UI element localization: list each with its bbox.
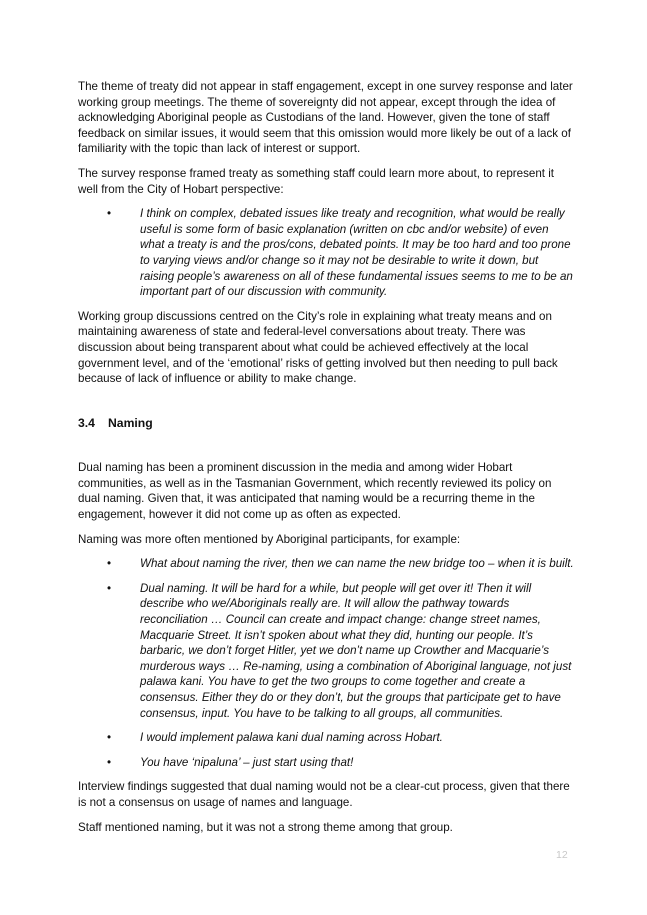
list-item <box>78 755 574 771</box>
quote-text: I think on complex, debated issues like treaty and recognition, what would be really useful is some form of basic explanation (written on cbc and/or website) of even what a treaty is and the pros/cons, debated points. It may be too hard and too prone to varying views and/or change so it may not be desirable to write it down, but raising people’s awareness on all of these fundamental issues seems to me to be an important part of our discussion with community. <box>140 207 573 299</box>
quote-text: I would implement palawa kani dual naming across Hobart. <box>140 731 443 745</box>
section-number: 3.4 <box>78 415 95 430</box>
bullet-icon: • <box>107 581 112 595</box>
bullet-icon: • <box>107 207 112 221</box>
list-item <box>78 730 574 746</box>
treaty-quote-list <box>78 206 574 300</box>
bullet-icon: • <box>107 557 112 571</box>
paragraph-survey-response: The survey response framed treaty as something staff could learn more about, to represent it well from the City of Hobart perspective: <box>78 166 555 196</box>
list-item <box>78 581 574 721</box>
paragraph-aboriginal-participants: Naming was more often mentioned by Aboriginal participants, for example: <box>78 532 461 546</box>
quote-text: What about naming the river, then we can name the new bridge too – when it is built. <box>140 557 574 571</box>
quote-text: You have ‘nipaluna’ – just start using that! <box>140 755 354 769</box>
paragraph-working-group: Working group discussions centred on the City’s role in explaining what treaty means and on maintaining awareness of state and federal-level conversations about treaty. There was discussion about being transparent about what could be achieved effectively at the local government level, and of the ‘emotional’ risks of getting involved but then needing to pull back because of lack of influence or ability to make change. <box>78 309 558 386</box>
paragraph-staff-naming: Staff mentioned naming, but it was not a strong theme among that group. <box>78 820 453 834</box>
page-number: 12 <box>556 849 568 861</box>
document-page <box>78 79 574 844</box>
paragraph-interview-findings: Interview findings suggested that dual naming would not be a clear-cut process, given that there is not a consensus on usage of names and language. <box>78 780 570 809</box>
section-heading <box>78 416 574 432</box>
paragraph-treaty-theme: The theme of treaty did not appear in staff engagement, except in one survey response and later working group meetings. The theme of sovereignty did not appear, except through the idea of acknowledging Aboriginal people as Custodians of the land. However, given the tone of staff feedback on similar issues, it would seem that this omission would more likely be out of a lack of familiarity with the topic than lack of interest or support. <box>78 80 573 156</box>
naming-quote-list <box>78 556 574 770</box>
paragraph-dual-naming: Dual naming has been a prominent discussion in the media and among wider Hobart communities, as well as in the Tasmanian Government, which recently reviewed its policy on dual naming. Given that, it was anticipated that naming would be a recurring theme in the engagement, however it did not come up as often as expected. <box>78 461 552 522</box>
bullet-icon: • <box>107 731 112 745</box>
section-title: Naming <box>108 415 153 430</box>
quote-text: Dual naming. It will be hard for a while, but people will get over it! Then it will describe who we/Aboriginals really are. It will allow the pathway towards reconciliation … Council can create and impact change: change street names, Macquarie Street. It isn’t spoken about what they did, hunting our people. It’s barbaric, we don’t forget Hitler, yet we don’t name up Crowther and Macquarie’s murderous ways … Re-naming, using a combination of Aboriginal language, not just palawa kani. You have to get the two groups to come together and create a consensus. Either they do or they don’t, but the groups that participate get to have consensus, input. You have to be talking to all groups, all communities. <box>140 581 572 720</box>
list-item <box>78 206 574 300</box>
list-item <box>78 556 574 572</box>
bullet-icon: • <box>107 755 112 769</box>
